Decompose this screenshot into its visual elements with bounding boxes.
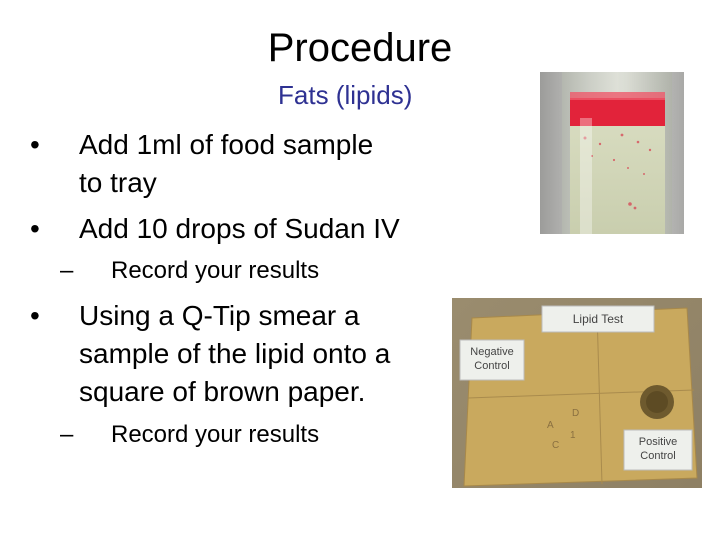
positive-control-label — [624, 435, 692, 463]
sub-bullet-text-2: Record your results — [111, 421, 320, 448]
lipid-test-card-label: Lipid Test — [572, 312, 624, 326]
slide-subtitle: Fats (lipids) — [278, 80, 413, 110]
sub-bullet-text-1: Record your results — [111, 257, 320, 284]
svg-text:C: C — [552, 440, 560, 451]
bullet-text-3 — [79, 297, 459, 411]
svg-text:D: D — [572, 408, 580, 419]
svg-text:1: 1 — [570, 430, 576, 441]
sub-bullet-marker: – — [60, 257, 74, 284]
brown-paper-photo — [452, 298, 702, 488]
negative-control-label — [460, 345, 524, 373]
bullet-line: to tray — [79, 167, 157, 198]
test-tube-photo — [540, 72, 684, 234]
svg-text:A: A — [547, 420, 554, 431]
bullet-marker: • — [30, 213, 40, 244]
bullet-marker: • — [30, 129, 40, 160]
bullet-line: Add 1ml of food sample — [79, 129, 374, 160]
slide-title: Procedure — [267, 26, 453, 70]
bullet-line: Using a Q-Tip smear a — [79, 300, 360, 331]
bullet-text-2 — [79, 210, 459, 248]
bullet-line: Add 10 drops of Sudan IV — [79, 213, 400, 244]
sub-bullet-marker: – — [60, 421, 74, 448]
bullet-marker: • — [30, 300, 40, 331]
bullet-line: sample of the lipid onto a — [79, 338, 391, 369]
test-tube-illustration — [540, 72, 684, 234]
positive-control-line: Positive — [638, 436, 678, 448]
bullet-text-1 — [79, 126, 459, 202]
negative-control-line: Negative — [470, 346, 514, 358]
bullet-line: square of brown paper. — [79, 376, 366, 407]
negative-control-line: Control — [474, 360, 510, 372]
positive-control-line: Control — [640, 450, 676, 462]
